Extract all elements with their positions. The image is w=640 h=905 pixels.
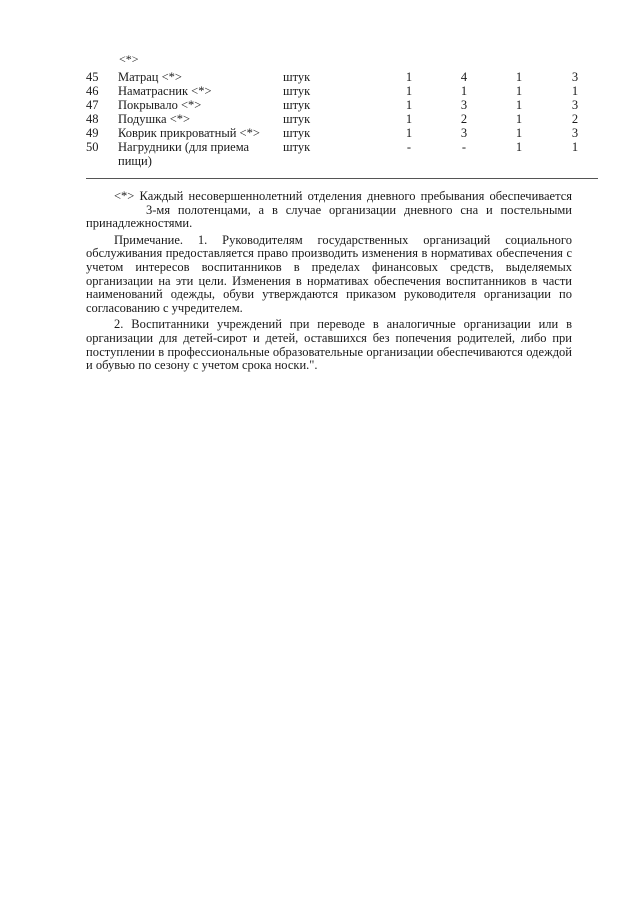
table-cell-b: 2 — [460, 112, 468, 126]
table-cell-num: 50 — [86, 140, 99, 154]
table-row — [86, 70, 605, 84]
table-cell-d: 3 — [571, 98, 579, 112]
table-row — [86, 126, 605, 140]
table-cell-num: 48 — [86, 112, 99, 126]
clothing-norms-table — [86, 70, 605, 168]
table-cell-c: 1 — [515, 84, 523, 98]
table-cell-b: - — [461, 140, 467, 154]
table-cell-b: 3 — [460, 126, 468, 140]
table-cell-a: 1 — [405, 126, 413, 140]
table-cell-num: 47 — [86, 98, 99, 112]
table-cell-unit: штук — [283, 84, 311, 98]
table-row — [86, 98, 605, 112]
table-footnote-marker: <*> — [119, 52, 139, 66]
table-cell-d: 1 — [571, 84, 579, 98]
table-cell-c: 1 — [515, 140, 523, 154]
table-cell-d: 2 — [571, 112, 579, 126]
table-cell-unit: штук — [283, 126, 311, 140]
table-cell-c: 1 — [515, 70, 523, 84]
note-2-paragraph: 2. Воспитанники учреждений при переводе в аналогичные организации или в организации для детей-сирот и детей, оставшихся без попечения родителей, либо при поступлении в профессиональные образовательные организации обеспечиваются одеждой и обувью по сезону с учетом срока носки.". — [86, 317, 572, 373]
table-cell-name: Матрац <*> — [118, 70, 182, 84]
footnote-text-part1: <*> Каждый несовершеннолетний отделения дневного пребывания обеспечивается — [114, 189, 572, 203]
table-cell-b: 3 — [460, 98, 468, 112]
footnote-text-part2: 3-мя полотенцами, а в случае организации дневного сна и постельными принадлежностями. — [86, 202, 572, 231]
footnote-paragraph — [86, 190, 572, 231]
table-cell-unit: штук — [283, 112, 311, 126]
table-cell-name: Коврик прикроватный <*> — [118, 126, 260, 140]
table-cell-a: 1 — [405, 70, 413, 84]
notes-section — [86, 190, 572, 376]
table-row — [86, 140, 605, 168]
table-cell-d: 3 — [571, 126, 579, 140]
table-cell-unit: штук — [283, 98, 311, 112]
table-cell-b: 1 — [460, 84, 468, 98]
table-cell-d: 1 — [571, 140, 579, 154]
table-cell-c: 1 — [515, 98, 523, 112]
table-cell-num: 45 — [86, 70, 99, 84]
table-cell-b: 4 — [460, 70, 468, 84]
table-cell-unit: штук — [283, 70, 311, 84]
table-row — [86, 84, 605, 98]
table-cell-d: 3 — [571, 70, 579, 84]
table-cell-num: 46 — [86, 84, 99, 98]
table-cell-name: Покрывало <*> — [118, 98, 202, 112]
table-cell-num: 49 — [86, 126, 99, 140]
table-cell-a: 1 — [405, 98, 413, 112]
table-cell-name: Наматрасник <*> — [118, 84, 212, 98]
table-cell-c: 1 — [515, 126, 523, 140]
table-cell-a: 1 — [405, 112, 413, 126]
note-1-paragraph: Примечание. 1. Руководителям государственных организаций социального обслуживания предоставляется право производить изменения в нормативах обеспечения с учетом интересов воспитанников в пределах финансовых средств, выделяемых организации на эти цели. Изменения в нормативах обеспечения воспитанников в части наименований одежды, обуви утверждаются приказом руководителя организации по согласованию с учредителем. — [86, 232, 572, 315]
table-cell-name: Подушка <*> — [118, 112, 191, 126]
table-bottom-rule — [86, 178, 598, 179]
table-cell-a: 1 — [405, 84, 413, 98]
table-cell-unit: штук — [283, 140, 311, 154]
table-row — [86, 112, 605, 126]
table-cell-name: Нагрудники (для приема пищи) — [118, 140, 250, 168]
table-cell-a: - — [406, 140, 412, 154]
table-cell-c: 1 — [515, 112, 523, 126]
